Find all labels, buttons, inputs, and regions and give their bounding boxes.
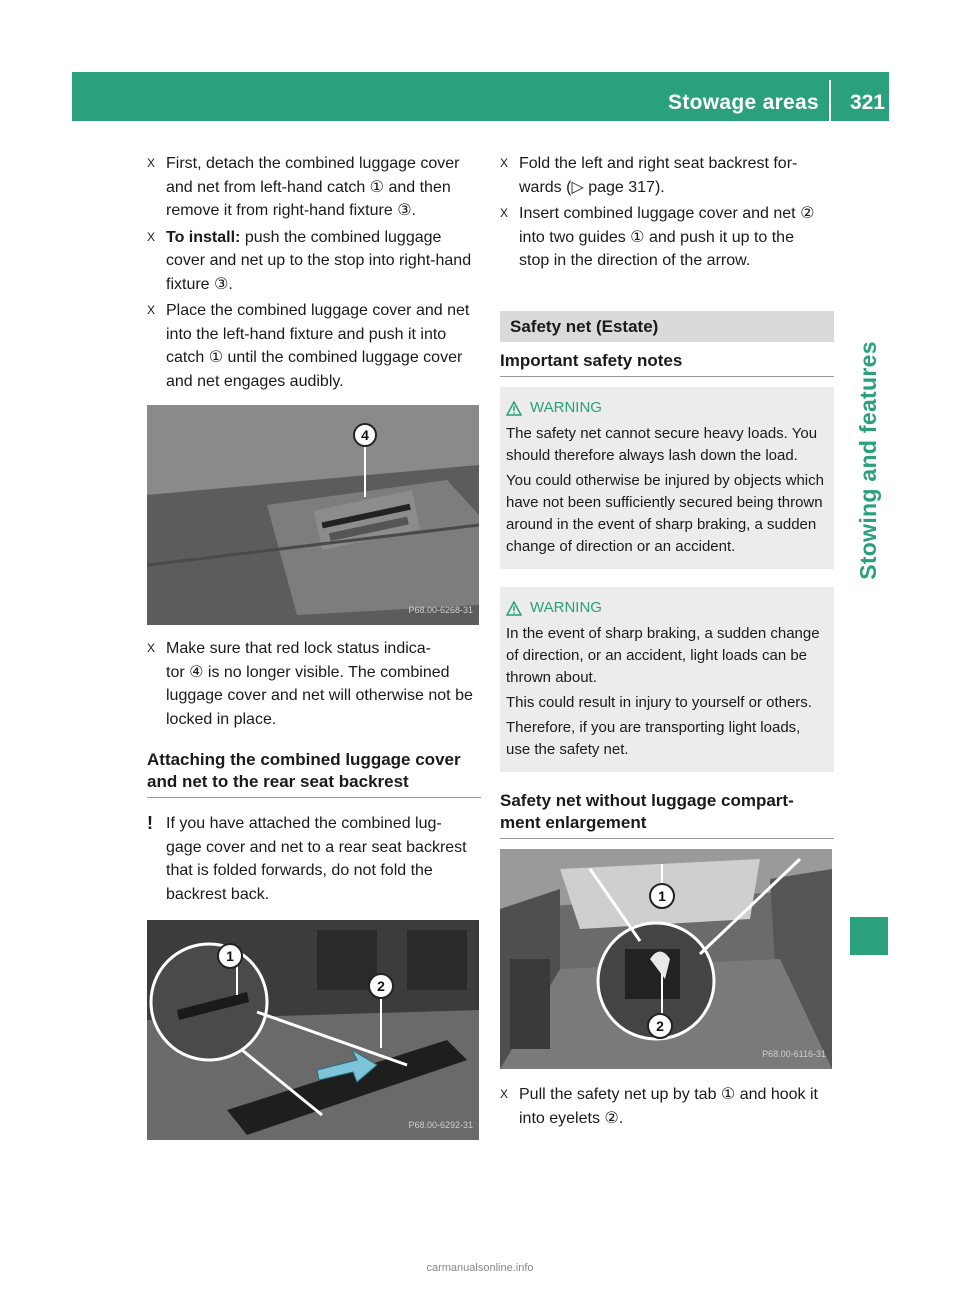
warning-text: In the event of sharp braking, a sudden change of direction, or an accident, light loads can be thrown about.: [506, 625, 820, 686]
page-number: 321: [849, 91, 885, 114]
warning-text: Therefore, if you are transporting light loads, use the safety net.: [506, 719, 801, 758]
side-tab: [839, 270, 897, 650]
step-detach: [147, 152, 481, 223]
callout-4: 4: [361, 427, 369, 443]
header-divider: [829, 80, 831, 121]
step-line: stop in the direction of the arrow.: [519, 252, 751, 269]
step-place: [147, 299, 481, 393]
step-check-indicator: [147, 637, 481, 731]
photo-code: P68.00-6292-31: [408, 1119, 473, 1130]
warning-label: WARNING: [530, 599, 602, 616]
heading-line: and net to the rear seat backrest: [147, 772, 409, 791]
heading-attaching: [147, 749, 481, 798]
step-line: Fold the left and right seat backrest for-: [519, 155, 798, 172]
step-install: [147, 226, 481, 297]
step-line: Place the combined luggage cover and net: [166, 302, 470, 319]
step-line: and net engages audibly.: [166, 372, 344, 390]
step-line: Insert combined luggage cover and net ②: [519, 205, 815, 222]
callout-2: 2: [377, 978, 385, 994]
step-line: remove it from right-hand fixture ③.: [166, 202, 416, 219]
step-bold-label: To install:: [166, 228, 241, 246]
step-line: luggage cover and net will otherwise not be: [166, 687, 473, 704]
photo-safety-net-image: [500, 849, 832, 1069]
section-title: Stowage areas: [668, 91, 819, 114]
warning-triangle-icon: [506, 401, 522, 416]
notice-line: backrest back.: [166, 885, 270, 903]
side-tab-label: Stowing and features: [854, 340, 881, 580]
step-arrow-icon: X: [500, 1087, 509, 1101]
warning-text: The safety net cannot secure heavy loads. You should therefore always lash down the load.: [506, 425, 818, 464]
notice-folded-backrest: [147, 812, 481, 906]
step-fold-backrest: [500, 152, 834, 199]
step-arrow-icon: X: [147, 303, 156, 317]
callout-1: 1: [658, 888, 666, 904]
step-line: wards (▷ page 317).: [519, 178, 665, 196]
section-safety-net: Safety net (Estate): [500, 311, 834, 343]
warning-text: This could result in injury to yourself or others.: [506, 694, 812, 711]
photo-code: P68.00-6268-31: [408, 604, 473, 615]
callout-1: 1: [226, 948, 234, 964]
warning-box-light-loads: [500, 587, 834, 772]
heading-line: ment enlargement: [500, 813, 647, 832]
heading-without-enlargement: [500, 790, 834, 839]
warning-box-heavy-loads: [500, 387, 834, 569]
watermark: carmanualsonline.info: [426, 1262, 534, 1274]
side-tab-marker: [850, 917, 888, 955]
warning-header: [506, 597, 828, 619]
step-pull-net: [500, 1083, 834, 1130]
warning-label: WARNING: [530, 399, 602, 416]
heading-line: Attaching the combined luggage cover: [147, 750, 461, 769]
photo-rear-seat-backrest: [147, 920, 479, 1140]
callout-2: 2: [656, 1018, 664, 1034]
step-line: tor ④ is no longer visible. The combined: [166, 663, 450, 681]
step-insert: [500, 202, 834, 273]
warning-text: You could otherwise be injured by objects which have not been sufficiently secured being thrown around in the event of sharp braking, a sudden change of direction or an accident.: [506, 472, 824, 555]
warning-triangle-icon: [506, 601, 522, 616]
notice-line: that is folded forwards, do not fold the: [166, 862, 433, 879]
step-line: Make sure that red lock status indica-: [166, 640, 432, 657]
heading-safety-notes: Important safety notes: [500, 350, 834, 377]
photo-lock-indicator: [147, 405, 479, 625]
step-line: into eyelets ②.: [519, 1109, 624, 1127]
step-line: First, detach the combined luggage cover: [166, 155, 460, 172]
photo-lock-indicator-image: [147, 405, 479, 625]
step-line: catch ① until the combined luggage cover: [166, 349, 463, 366]
header-bar: [72, 72, 889, 121]
exclamation-icon: !: [147, 813, 153, 833]
photo-code: P68.00-6116-31: [762, 1048, 826, 1059]
step-line: into two guides ① and push it up to the: [519, 228, 794, 246]
notice-line: gage cover and net to a rear seat backrest: [166, 838, 467, 856]
right-column: [500, 152, 834, 1133]
step-line: cover and net up to the stop into right-hand: [166, 252, 472, 269]
step-arrow-icon: X: [147, 641, 156, 655]
step-line: fixture ③.: [166, 275, 233, 293]
photo-safety-net: [500, 849, 832, 1069]
step-arrow-icon: X: [500, 156, 509, 170]
step-line: and net from left-hand catch ① and then: [166, 178, 451, 196]
notice-line: If you have attached the combined lug-: [166, 815, 442, 832]
step-arrow-icon: X: [500, 206, 509, 220]
photo-rear-seat-image: [147, 920, 479, 1140]
step-line: push the combined luggage: [240, 228, 442, 246]
step-arrow-icon: X: [147, 229, 156, 244]
step-line: locked in place.: [166, 710, 277, 728]
step-line: Pull the safety net up by tab ① and hook it: [519, 1086, 818, 1103]
step-line: into the left-hand fixture and push it into: [166, 325, 447, 343]
step-arrow-icon: X: [147, 156, 156, 170]
left-column: [147, 152, 481, 1140]
heading-line: Safety net without luggage compart-: [500, 791, 794, 810]
warning-header: [506, 397, 828, 419]
